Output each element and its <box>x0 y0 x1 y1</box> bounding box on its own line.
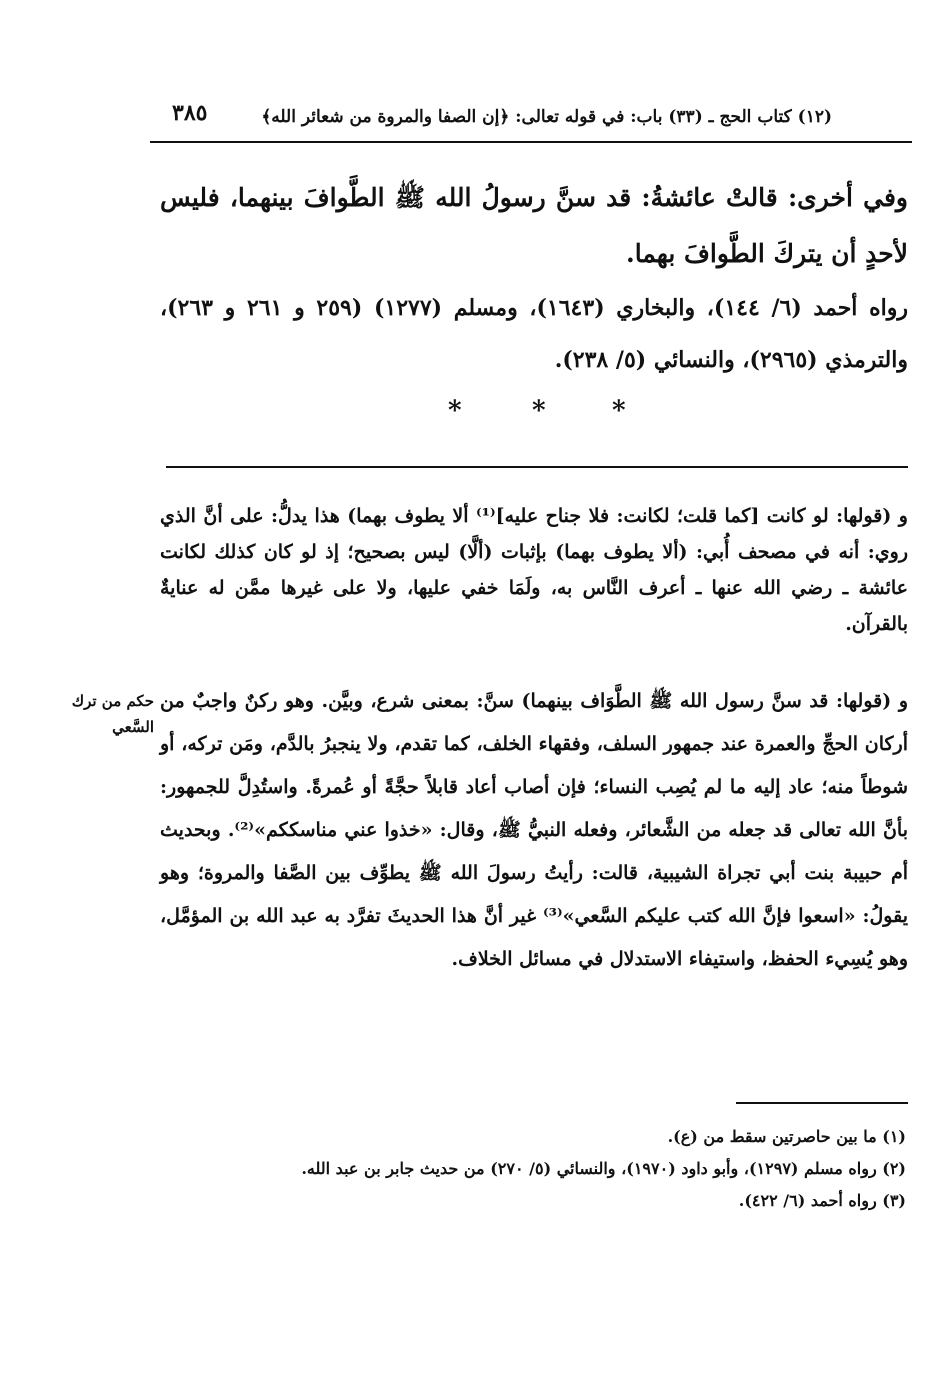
running-header <box>150 100 910 134</box>
running-title: (١٢) كتاب الحج ـ (٣٣) باب: في قوله تعالى: ﴿إن الصفا والمروة من شعائر الله﴾ <box>261 107 832 127</box>
commentary-paragraph-1: و (قولها: لو كانت [كما قلت؛ لكانت: فلا جناح عليه]⁽¹⁾ ألا يطوف بهما) هذا يدلُّ: على أنَّ الذي روي: أنه في مصحف أُبي: (ألا يطوف بهما) بإثبات (ألَّا) ليس بصحيح؛ إذ لو كان كذلك لكانت عائشة ـ رضي الله عنها ـ أعرف النَّاس به، ولَمَا خفي عليها، ولا على غيرها ممَّن له عنايةٌ بالقرآن. <box>160 505 908 635</box>
hadith-text: وفي أخرى: قالتْ عائشةُ: قد سنَّ رسولُ الله ﷺ الطَّوافَ بينهما، فليس لأحدٍ أن يتركَ الطَّوافَ بهما. <box>160 183 908 268</box>
separator-star: * <box>612 396 626 426</box>
footnote-3: (٣) رواه أحمد (٦/ ٤٢٢). <box>738 1191 906 1210</box>
page-number: ٣٨٥ <box>172 100 208 126</box>
margin-note: حكم من ترك السَّعي <box>71 692 154 736</box>
footnote-1: (١) ما بين حاصرتين سقط من (ع). <box>667 1127 906 1146</box>
commentary-paragraph-2: و (قولها: قد سنَّ رسول الله ﷺ الطَّوَاف بينهما) سنَّ: بمعنى شرع، وبيَّن. وهو ركنٌ واجبٌ من أركان الحجِّ والعمرة عند جمهور السلف، وفقهاء الخلف، كما تقدم، ولا ينجبرُ بالدَّم، ومَن تركه، أو شوطاً منه؛ عاد إليه ما لم يُصِب النساء؛ فإن أصاب أعاد قابلاً حجَّةً أو عُمرةً. واستُدِلَّ للجمهور: بأنَّ الله تعالى قد جعله من الشَّعائر، وفعله النبيُّ ﷺ، وقال: «خذوا عني مناسككم»⁽²⁾. وبحديث أم حبيبة بنت أبي تجراة الشيبية، قالت: رأيتُ رسولَ الله ﷺ يطوِّف بين الصَّفا والمروة؛ وهو يقولُ: «اسعوا فإنَّ الله كتب عليكم السَّعي»⁽³⁾ غير أنَّ هذا الحديثَ تفرَّد به عبد الله بن المؤمَّل، وهو يُسِيء الحفظ، واستيفاء الاستدلال في مسائل الخلاف. <box>160 690 908 970</box>
main-rule <box>166 466 908 468</box>
header-rule <box>150 141 912 143</box>
separator-star: * <box>448 396 462 426</box>
hadith-takhrij: رواه أحمد (٦/ ١٤٤)، والبخاري (١٦٤٣)، ومسلم (١٢٧٧) (٢٥٩ و ٢٦١ و ٢٦٣)، والترمذي (٢٩٦٥)، والنسائي (٥/ ٢٣٨). <box>160 295 908 373</box>
footnote-2: (٢) رواه مسلم (١٢٩٧)، وأبو داود (١٩٧٠)، والنسائي (٥/ ٢٧٠) من حديث جابر بن عبد الله. <box>301 1159 906 1178</box>
separator-star: * <box>532 396 546 426</box>
footnotes <box>150 1122 906 1218</box>
footnote-rule <box>736 1102 908 1104</box>
